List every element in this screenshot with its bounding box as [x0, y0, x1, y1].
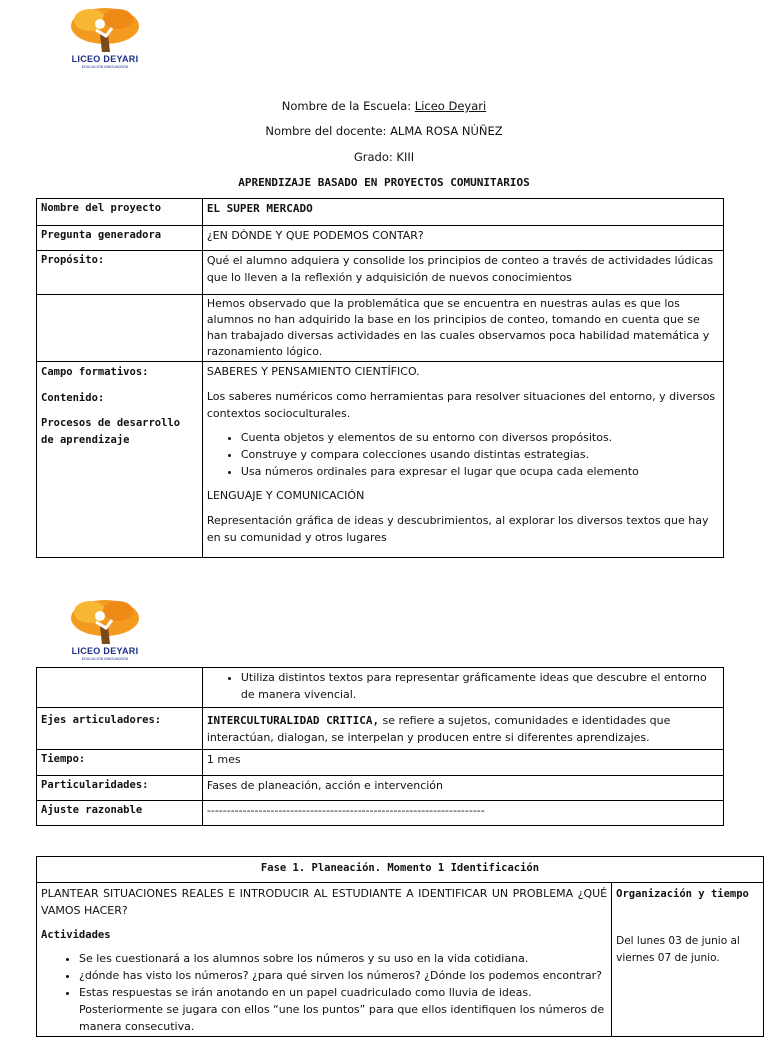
- teacher-label: Nombre del docente:: [265, 124, 387, 138]
- time-label: Tiempo:: [37, 750, 203, 776]
- phase-body-row: [37, 883, 764, 1037]
- particularities-row: [37, 776, 724, 801]
- axes-value: [202, 708, 723, 750]
- list-item: • Se les cuestionará a los alumnos sobre los números y su uso en la vida cotidiana.: [79, 950, 607, 967]
- axes-bold: INTERCULTURALIDAD CRITICA,: [206, 714, 380, 727]
- field-label: Campo formativos:: [41, 366, 149, 378]
- teacher-line: [0, 124, 768, 138]
- axes-text: se refiere a sujetos, comunidades e identidades que interactúan, dialogan, se interpelan y producen entre si diferentes aprendizajes.: [206, 714, 671, 744]
- adjust-row: [37, 801, 724, 826]
- grade-label: Grado:: [353, 150, 393, 164]
- school-label: Nombre de la Escuela:: [281, 99, 412, 113]
- logo-name: LICEO DEYARI: [71, 54, 139, 64]
- fields-row: [37, 362, 724, 558]
- question-row: [37, 226, 724, 251]
- fields-content: [202, 362, 723, 558]
- phase-title: Fase 1. Planeación. Momento 1 Identificación: [37, 857, 764, 883]
- list-item: • ¿dónde has visto los números? ¿para qué sirven los números? ¿Dónde los podemos encontrar?: [79, 967, 607, 984]
- list-item: • Usa números ordinales para expresar el lugar que ocupa cada elemento: [241, 463, 719, 480]
- content-label: Contenido:: [41, 392, 105, 404]
- fields-labels: [37, 362, 203, 558]
- question-value: ¿EN DÒNDE Y QUE PODEMOS CONTAR?: [202, 226, 723, 251]
- logo-subtitle: EDUCACIÓN INNOVADORA: [81, 65, 129, 69]
- grade-line: [0, 150, 768, 164]
- logo-subtitle: EDUCACIÓN INNOVADORA: [81, 657, 129, 661]
- organization-label: Organización y tiempo: [616, 888, 749, 900]
- list-item: • Construye y compara colecciones usando distintas estrategias.: [241, 446, 719, 463]
- organization-cell: [612, 883, 764, 1037]
- grade-value: KIII: [396, 150, 415, 164]
- school-line: [0, 99, 768, 113]
- particularities-label: Particularidades:: [37, 776, 203, 801]
- observation-row: [37, 295, 724, 362]
- time-value: 1 mes: [202, 750, 723, 776]
- activities-label: Actividades: [41, 929, 111, 941]
- content1-text: Los saberes numéricos como herramientas para resolver situaciones del entorno, y diversos contextos socioculturales.: [206, 390, 716, 420]
- time-row: [37, 750, 724, 776]
- purpose-label: Propósito:: [37, 251, 203, 295]
- purpose-row: [37, 251, 724, 295]
- problem-text: PLANTEAR SITUACIONES REALES E INTRODUCIR AL ESTUDIANTE A IDENTIFICAR UN PROBLEMA ¿QUÉ VAMOS HACER?: [41, 887, 608, 917]
- process-list: [207, 669, 719, 703]
- logo-name: LICEO DEYARI: [71, 646, 139, 656]
- project-table: [36, 198, 724, 558]
- list-item: • Estas respuestas se irán anotando en un papel cuadriculado como lluvia de ideas. Posteriormente se jugara con ellos “une los puntos” para que ellos identifiquen los números de manera consecutiva.: [79, 984, 607, 1035]
- purpose-value: Qué el alumno adquiera y consolide los principios de conteo a través de actividades lúdicas que lo lleven a la reflexión y adquisición de nuevos conocimientos: [202, 251, 723, 295]
- school-logo-2: [60, 598, 150, 668]
- activities-list: [41, 950, 607, 1035]
- project-label: Nombre del proyecto: [37, 199, 203, 226]
- adjust-value: ----------------------------------------------------------------------: [202, 801, 723, 826]
- list-item: • Utiliza distintos textos para representar gráficamente ideas que descubre el entorno de manera vivencial.: [241, 669, 719, 703]
- dates-value: Del lunes 03 de junio al viernes 07 de junio.: [616, 935, 740, 964]
- particularities-value: Fases de planeación, acción e intervención: [202, 776, 723, 801]
- phase-table: [36, 856, 764, 1037]
- teacher-name: ALMA ROSA NÙÑEZ: [390, 124, 503, 138]
- field1-title: SABERES Y PENSAMIENTO CIENTÍFICO.: [206, 365, 420, 378]
- bullet-empty-cell: [37, 668, 203, 708]
- project-row: [37, 199, 724, 226]
- observation-empty-cell: [37, 295, 203, 362]
- phase-header-row: [37, 857, 764, 883]
- activities-cell: [37, 883, 612, 1037]
- process-list: [207, 429, 719, 480]
- process-label: Procesos de desarrollo de aprendizaje: [41, 417, 181, 446]
- school-name: Liceo Deyari: [414, 99, 487, 113]
- list-item: • Cuenta objetos y elementos de su entorno con diversos propósitos.: [241, 429, 719, 446]
- content2-text: Representación gráfica de ideas y descubrimientos, al explorar los diversos textos que hay en su comunidad y otros lugares: [206, 514, 709, 544]
- tree-logo-icon: [60, 598, 150, 648]
- adjust-label: Ajuste razonable: [37, 801, 203, 826]
- field2-title: LENGUAJE Y COMUNICACIÓN: [206, 489, 365, 502]
- project-name: EL SUPER MERCADO: [202, 199, 723, 226]
- axes-row: [37, 708, 724, 750]
- tree-logo-icon: [60, 6, 150, 56]
- observation-value: Hemos observado que la problemática que se encuentra en nuestras aulas es que los alumnos no han adquirido la base en los principios de conteo, tomando en cuenta que se han trabajado diversas actividades en las cuales observamos poca habilidad matemática y razonamiento lógico.: [202, 295, 723, 362]
- axes-label: Ejes articuladores:: [37, 708, 203, 750]
- question-label: Pregunta generadora: [37, 226, 203, 251]
- bullet-row: [37, 668, 724, 708]
- school-logo: [60, 6, 150, 76]
- page-title: APRENDIZAJE BASADO EN PROYECTOS COMUNITARIOS: [238, 176, 530, 189]
- axes-table: [36, 667, 724, 826]
- bullet-cell: [202, 668, 723, 708]
